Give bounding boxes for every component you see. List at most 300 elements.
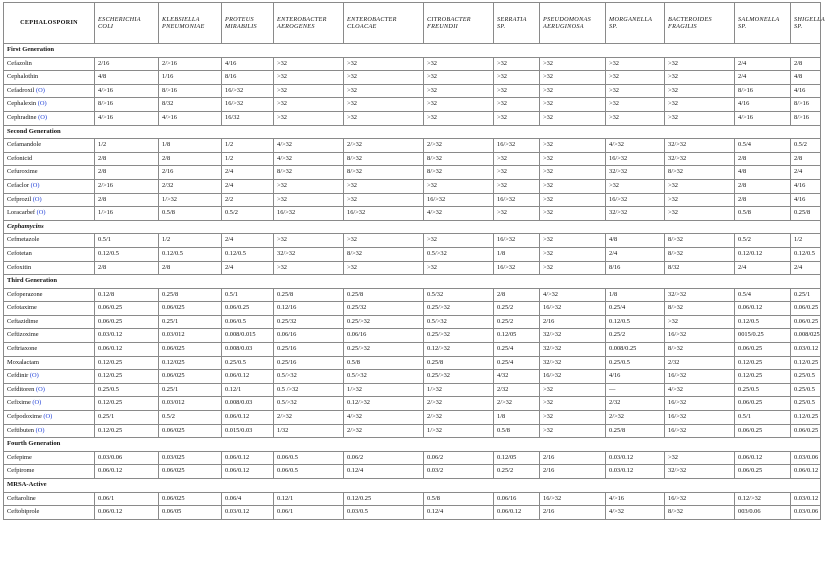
table-row (4, 370, 821, 384)
mic-cell: 8/32 (665, 261, 735, 275)
drug-name: Cefpirome (7, 467, 35, 475)
table-row (4, 492, 821, 506)
mic-cell: 8/>32 (665, 302, 735, 316)
mic-cell: 32/>32 (540, 343, 606, 357)
mic-cell: 0.03/0.12 (791, 492, 821, 506)
section-title: Fourth Generation (4, 438, 821, 452)
mic-cell: 0.12/025 (159, 356, 222, 370)
drug-name: Cefaclor (7, 181, 29, 189)
mic-cell: >32 (274, 193, 344, 207)
mic-cell: >32 (494, 98, 540, 112)
drug-name: Cefotaxime (7, 304, 37, 312)
mic-cell: 0.06/0.12 (222, 451, 274, 465)
mic-cell: 0.5/>32 (274, 397, 344, 411)
mic-cell: 2/>32 (344, 424, 424, 438)
table-row (4, 98, 821, 112)
drug-name-cell (4, 139, 95, 153)
mic-cell: 2/8 (95, 166, 159, 180)
mic-cell: 16/>32 (665, 329, 735, 343)
drug-name-cell (4, 370, 95, 384)
mic-cell: >32 (540, 139, 606, 153)
mic-cell: >32 (494, 152, 540, 166)
table-row (4, 411, 821, 425)
mic-cell: 2/8 (791, 152, 821, 166)
mic-cell: 2/>32 (344, 139, 424, 153)
mic-cell: 0.06/0.12 (95, 506, 159, 520)
mic-cell: 0.25/8 (791, 207, 821, 221)
mic-cell: 0.06/0.12 (222, 370, 274, 384)
mic-cell: 4/>32 (540, 288, 606, 302)
mic-cell: 4/>32 (274, 139, 344, 153)
mic-cell: 8/16 (606, 261, 665, 275)
mic-cell: 16/>32 (665, 492, 735, 506)
mic-cell: 2/>16 (159, 57, 222, 71)
mic-cell: 2/4 (791, 166, 821, 180)
drug-name-cell (4, 288, 95, 302)
mic-cell: 0.12/8 (95, 288, 159, 302)
mic-cell: 8/>32 (665, 506, 735, 520)
mic-cell: 16/>32 (665, 424, 735, 438)
mic-cell: 1/>32 (424, 383, 494, 397)
mic-cell: 0.12/>32 (735, 492, 791, 506)
mic-cell: >32 (424, 71, 494, 85)
mic-cell: 16/>32 (424, 193, 494, 207)
mic-cell: 0.12/>32 (344, 397, 424, 411)
mic-cell: 0.12/0.5 (606, 315, 665, 329)
mic-cell: 0.5/1 (95, 234, 159, 248)
oral-marker: (O) (32, 195, 42, 203)
mic-cell: 1/8 (494, 247, 540, 261)
mic-cell: 4/8 (95, 71, 159, 85)
mic-cell: 2/8 (735, 152, 791, 166)
mic-cell: 4/16 (606, 370, 665, 384)
mic-cell: 0.12/0.12 (735, 247, 791, 261)
mic-cell: 2/>32 (424, 411, 494, 425)
mic-cell: 0.5/>32 (344, 370, 424, 384)
section-title: Second Generation (4, 125, 821, 139)
mic-cell: >32 (344, 57, 424, 71)
mic-cell: 0.06/16 (274, 329, 344, 343)
mic-cell: 0.06/0.25 (95, 302, 159, 316)
mic-cell: 2/8 (159, 261, 222, 275)
table-row (4, 465, 821, 479)
drug-name: Loracarbef (7, 209, 36, 217)
drug-name: Cefmetazole (7, 236, 40, 244)
mic-cell: 8/>32 (344, 247, 424, 261)
mic-cell: 2/>32 (424, 139, 494, 153)
mic-cell: 4/>32 (344, 411, 424, 425)
header-organism: KLEBSIELLA PNEUMONIAE (159, 3, 222, 44)
mic-cell: 2/8 (735, 179, 791, 193)
mic-cell: >32 (540, 84, 606, 98)
mic-cell: >32 (424, 111, 494, 125)
table-row (4, 179, 821, 193)
mic-cell: 2/>32 (274, 411, 344, 425)
mic-cell: 2/8 (159, 152, 222, 166)
mic-cell: 0.25/32 (344, 302, 424, 316)
mic-cell: 0.25/8 (344, 288, 424, 302)
mic-cell: 8/>16 (95, 98, 159, 112)
mic-cell: 0.25/0.5 (606, 356, 665, 370)
drug-name: Cefixime (7, 399, 31, 407)
mic-cell: >32 (274, 261, 344, 275)
mic-cell: >32 (540, 193, 606, 207)
mic-cell: 16/>32 (222, 84, 274, 98)
mic-cell: 0.5/>32 (424, 247, 494, 261)
mic-cell: 0.06/4 (222, 492, 274, 506)
mic-cell: 1/2 (159, 234, 222, 248)
mic-cell: >32 (606, 84, 665, 98)
mic-cell: 0.008/0.25 (606, 343, 665, 357)
mic-cell: 0.03/012 (159, 329, 222, 343)
drug-name-cell (4, 166, 95, 180)
mic-cell: >32 (494, 166, 540, 180)
mic-cell: >32 (424, 84, 494, 98)
mic-cell: 4/>16 (159, 111, 222, 125)
mic-cell: 16/>32 (606, 152, 665, 166)
mic-cell: 2/16 (540, 506, 606, 520)
mic-cell: 0.12/0.25 (791, 356, 821, 370)
mic-cell: 0.5/32 (424, 288, 494, 302)
mic-cell: 0.25/1 (95, 411, 159, 425)
mic-cell: 0.008/0.03 (222, 397, 274, 411)
mic-cell: 0.25/32 (274, 315, 344, 329)
table-row (4, 302, 821, 316)
mic-cell: 4/>32 (665, 383, 735, 397)
mic-cell: 8/>32 (665, 234, 735, 248)
section-row (4, 125, 821, 139)
mic-cell: >32 (274, 57, 344, 71)
mic-cell: 1/8 (606, 288, 665, 302)
mic-cell: >32 (344, 179, 424, 193)
mic-cell: >32 (540, 424, 606, 438)
mic-cell: 0.03/0.06 (791, 451, 821, 465)
mic-cell: 4/8 (791, 71, 821, 85)
mic-cell: >32 (540, 166, 606, 180)
mic-cell: 8/32 (159, 98, 222, 112)
mic-cell: 0.25/2 (494, 465, 540, 479)
mic-cell: 0.03/2 (424, 465, 494, 479)
mic-cell: 0.25/8 (274, 288, 344, 302)
mic-cell: 16/>32 (540, 492, 606, 506)
drug-name-cell (4, 98, 95, 112)
mic-cell: >32 (424, 179, 494, 193)
section-row (4, 44, 821, 58)
mic-cell: 0.06/025 (159, 370, 222, 384)
mic-cell: 0.5/1 (222, 288, 274, 302)
mic-cell: 0.12/0.25 (344, 492, 424, 506)
mic-cell: >32 (606, 71, 665, 85)
mic-cell: >32 (344, 71, 424, 85)
table-row (4, 71, 821, 85)
drug-name: Cephradine (7, 113, 37, 121)
mic-cell: 16/>32 (665, 411, 735, 425)
table-row (4, 424, 821, 438)
mic-cell: >32 (665, 451, 735, 465)
mic-cell: 0.25/0.5 (95, 383, 159, 397)
drug-name: Cefepime (7, 453, 32, 461)
mic-cell: 2/>32 (494, 397, 540, 411)
table-row (4, 247, 821, 261)
header-organism: SHIGELLA SP. (791, 3, 821, 44)
mic-cell: >32 (665, 207, 735, 221)
mic-cell: 4/8 (735, 166, 791, 180)
drug-name: Ceftazidime (7, 317, 39, 325)
mic-cell: >32 (424, 57, 494, 71)
drug-name-cell (4, 111, 95, 125)
mic-cell: 0.5/4 (735, 288, 791, 302)
mic-cell: 4/8 (606, 234, 665, 248)
mic-cell: 0.12/1 (274, 492, 344, 506)
drug-name-cell (4, 84, 95, 98)
mic-cell: 2/8 (494, 288, 540, 302)
mic-cell: 4/>32 (274, 152, 344, 166)
mic-cell: 2/8 (95, 261, 159, 275)
table-row (4, 397, 821, 411)
header-organism: ENTEROBACTER AEROGENES (274, 3, 344, 44)
mic-cell: 0.25/1 (791, 288, 821, 302)
oral-marker: (O) (29, 372, 39, 380)
oral-marker: (O) (37, 100, 47, 108)
mic-cell: >32 (494, 84, 540, 98)
mic-cell: 0.25/0.5 (791, 370, 821, 384)
mic-cell: 32/>32 (665, 152, 735, 166)
mic-cell: 0.25/0.5 (791, 397, 821, 411)
mic-cell: >32 (274, 71, 344, 85)
mic-cell: 0.12/0.5 (159, 247, 222, 261)
drug-name-cell (4, 411, 95, 425)
mic-cell: 32/>32 (274, 247, 344, 261)
drug-name: Cefoxitin (7, 263, 32, 271)
table-row (4, 315, 821, 329)
drug-name: Ceftobiprole (7, 508, 40, 516)
mic-cell: 0.25/8 (424, 356, 494, 370)
mic-cell: 4/>16 (95, 111, 159, 125)
header-row (4, 3, 821, 44)
drug-name: Cefotetan (7, 249, 32, 257)
mic-cell: 0.06/0.25 (735, 397, 791, 411)
drug-name-cell (4, 57, 95, 71)
section-row (4, 275, 821, 289)
mic-cell: 0.5/2 (791, 139, 821, 153)
table-row (4, 193, 821, 207)
mic-cell: 0.06/0.25 (222, 302, 274, 316)
mic-cell: 0.5/4 (735, 139, 791, 153)
mic-cell: 2/2 (222, 193, 274, 207)
drug-name: Cefoperazone (7, 290, 43, 298)
header-organism: SERRATIA SP. (494, 3, 540, 44)
mic-cell: 8/>32 (424, 166, 494, 180)
table-row (4, 166, 821, 180)
mic-cell: 0.5/2 (222, 207, 274, 221)
mic-cell: 0.25/0.5 (222, 356, 274, 370)
mic-cell: >32 (540, 111, 606, 125)
mic-cell: 16/>32 (344, 207, 424, 221)
mic-cell: 4/>16 (95, 84, 159, 98)
mic-cell: 2/4 (222, 234, 274, 248)
mic-cell: 0.12/0.25 (735, 370, 791, 384)
mic-cell: 16/>32 (540, 302, 606, 316)
section-title: Cephamycins (4, 220, 821, 234)
mic-cell: 1/2 (222, 152, 274, 166)
mic-cell: 0.12/05 (494, 329, 540, 343)
mic-cell: >32 (540, 247, 606, 261)
mic-cell: 4/16 (735, 98, 791, 112)
mic-cell: 0.03/012 (159, 397, 222, 411)
mic-cell: >32 (424, 261, 494, 275)
mic-cell: 0.12/0.25 (95, 424, 159, 438)
mic-cell: 2/16 (159, 166, 222, 180)
mic-cell: >32 (424, 234, 494, 248)
mic-cell: 16/>32 (665, 370, 735, 384)
mic-cell: 16/32 (222, 111, 274, 125)
mic-cell: 16/>32 (665, 397, 735, 411)
mic-cell: 0.06/025 (159, 424, 222, 438)
mic-cell: 0.06/025 (159, 302, 222, 316)
mic-cell: 32/>32 (606, 166, 665, 180)
mic-cell: 0.25/>32 (344, 315, 424, 329)
drug-name-cell (4, 329, 95, 343)
drug-name: Cefadroxil (7, 86, 35, 94)
mic-cell: 0.06/05 (159, 506, 222, 520)
mic-cell: 0.12/0.5 (735, 315, 791, 329)
mic-cell: 0.06/0.5 (274, 451, 344, 465)
mic-cell: 1/2 (791, 234, 821, 248)
mic-cell: 2/4 (735, 57, 791, 71)
mic-cell: 0.25/>32 (424, 370, 494, 384)
mic-cell: 0.5/>32 (424, 315, 494, 329)
table-row (4, 207, 821, 221)
mic-cell: 32/>32 (665, 465, 735, 479)
mic-cell: 2/8 (791, 57, 821, 71)
mic-cell: >32 (665, 98, 735, 112)
mic-cell: 0.12/0.25 (95, 356, 159, 370)
mic-cell: >32 (540, 71, 606, 85)
oral-marker: (O) (32, 399, 42, 407)
mic-cell: 0.25/2 (606, 329, 665, 343)
drug-name: Cefdinir (7, 372, 29, 380)
drug-name: Cefditoren (7, 385, 35, 393)
mic-cell: 0.06/0.12 (222, 411, 274, 425)
section-title: MRSA-Active (4, 479, 821, 493)
mic-cell: 4/>32 (424, 207, 494, 221)
mic-cell: 4/>32 (606, 506, 665, 520)
mic-cell: 1/>16 (95, 207, 159, 221)
oral-marker: (O) (35, 86, 45, 94)
mic-cell: 0.25/>32 (424, 302, 494, 316)
mic-cell: 8/>32 (344, 166, 424, 180)
mic-cell: 8/>16 (159, 84, 222, 98)
mic-cell: 0.5/8 (159, 207, 222, 221)
section-title: First Generation (4, 44, 821, 58)
mic-cell: 2/32 (665, 356, 735, 370)
oral-marker: (O) (36, 209, 46, 217)
mic-cell: 2/4 (791, 261, 821, 275)
drug-name-cell (4, 207, 95, 221)
mic-cell: 0.12/0.25 (791, 411, 821, 425)
mic-cell: 4/>16 (606, 492, 665, 506)
drug-name-cell (4, 424, 95, 438)
mic-cell: >32 (665, 71, 735, 85)
mic-cell: 0.25/4 (494, 356, 540, 370)
mic-cell: 2/16 (95, 57, 159, 71)
mic-cell: >32 (665, 111, 735, 125)
mic-cell: >32 (540, 383, 606, 397)
mic-cell: 0.25/16 (274, 356, 344, 370)
mic-cell: 0.06/0.5 (222, 315, 274, 329)
mic-cell: 0.5/1 (735, 411, 791, 425)
mic-cell: 0.06/0.12 (735, 451, 791, 465)
mic-cell: 16/>32 (494, 193, 540, 207)
mic-cell: 2/>32 (606, 411, 665, 425)
mic-cell: 4/>16 (735, 111, 791, 125)
mic-cell: >32 (494, 179, 540, 193)
mic-cell: 0.008/0.015 (222, 329, 274, 343)
drug-name: Ceftibuten (7, 426, 34, 434)
mic-cell: 0.03/0.5 (344, 506, 424, 520)
mic-cell: 0.06/0.25 (791, 302, 821, 316)
mic-cell: 1/>32 (344, 383, 424, 397)
mic-cell: 0.12/4 (344, 465, 424, 479)
table-row (4, 234, 821, 248)
mic-cell: >32 (606, 179, 665, 193)
mic-cell: 16/>32 (494, 234, 540, 248)
mic-cell: — (606, 383, 665, 397)
mic-cell: 32/>32 (540, 356, 606, 370)
oral-marker: (O) (43, 413, 53, 421)
mic-cell: 0.03/0.12 (95, 329, 159, 343)
mic-cell: 4/32 (494, 370, 540, 384)
mic-cell: 0.5/8 (424, 492, 494, 506)
mic-cell: 0.12/0.5 (791, 247, 821, 261)
mic-cell: >32 (274, 179, 344, 193)
mic-cell: >32 (606, 57, 665, 71)
mic-cell: 0.5/8 (494, 424, 540, 438)
section-row (4, 438, 821, 452)
drug-name: Cephalothin (7, 73, 39, 81)
mic-cell: 0.008/0.03 (222, 343, 274, 357)
mic-cell: 1/>32 (424, 424, 494, 438)
mic-cell: 0.06/0.12 (735, 302, 791, 316)
mic-cell: >32 (344, 111, 424, 125)
table-row (4, 383, 821, 397)
mic-cell: 0.06/0.12 (95, 343, 159, 357)
drug-name-cell (4, 315, 95, 329)
drug-name-cell (4, 451, 95, 465)
mic-cell: 1/2 (95, 139, 159, 153)
mic-cell: 0.12/05 (494, 451, 540, 465)
mic-cell: 0.03/025 (159, 451, 222, 465)
mic-cell: 1/2 (222, 139, 274, 153)
mic-cell: 0.06/16 (344, 329, 424, 343)
drug-name-cell (4, 152, 95, 166)
mic-cell: 0.25/0.5 (791, 383, 821, 397)
drug-name-cell (4, 383, 95, 397)
table-row (4, 111, 821, 125)
header-organism: MORGANELLA SP. (606, 3, 665, 44)
mic-cell: 0.06/2 (424, 451, 494, 465)
mic-cell: 2/16 (540, 315, 606, 329)
table-row (4, 152, 821, 166)
drug-name-cell (4, 302, 95, 316)
mic-cell: 0.03/0.12 (222, 506, 274, 520)
drug-name-cell (4, 247, 95, 261)
mic-cell: 2/32 (494, 383, 540, 397)
mic-cell: 2/8 (95, 193, 159, 207)
mic-cell: 4/16 (791, 179, 821, 193)
mic-cell: 2/16 (540, 451, 606, 465)
mic-cell: >32 (540, 234, 606, 248)
